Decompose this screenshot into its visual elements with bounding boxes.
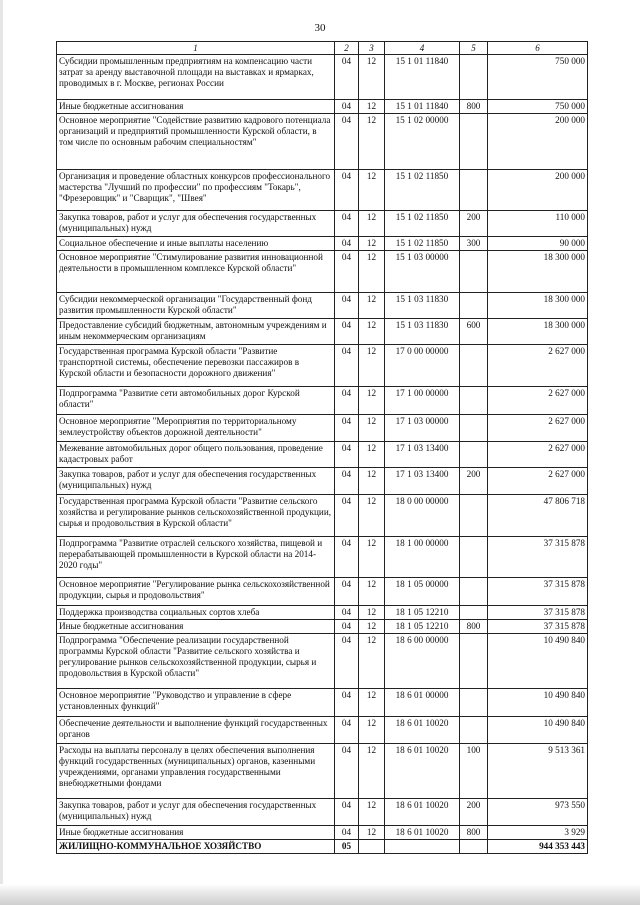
table-row — [57, 799, 588, 826]
cell-name: Закупка товаров, работ и услуг для обеспечения государственных (муниципальных) нужд — [57, 799, 335, 826]
table-row — [57, 826, 588, 840]
cell-section: 04 — [335, 578, 359, 606]
cell-expense-type — [460, 251, 488, 293]
cell-expense-type: 200 — [460, 468, 488, 495]
cell-section: 04 — [335, 620, 359, 634]
cell-amount: 2 627 000 — [488, 387, 588, 415]
column-header-section: 2 — [335, 42, 359, 55]
cell-section: 05 — [335, 840, 359, 854]
cell-target-article: 18 6 01 10020 — [385, 799, 460, 826]
cell-subsection: 12 — [359, 537, 385, 578]
cell-name: Поддержка производства социальных сортов хлеба — [57, 606, 335, 620]
column-header-expense-type: 5 — [460, 42, 488, 55]
cell-name: Основное мероприятие "Стимулирование развития инновационной деятельности в промышленном комплексе Курской области" — [57, 251, 335, 293]
cell-subsection: 12 — [359, 415, 385, 442]
cell-target-article: 17 1 03 13400 — [385, 468, 460, 495]
cell-amount: 37 315 878 — [488, 620, 588, 634]
cell-section: 04 — [335, 55, 359, 100]
cell-subsection: 12 — [359, 114, 385, 170]
cell-subsection: 12 — [359, 100, 385, 114]
cell-expense-type: 800 — [460, 826, 488, 840]
scan-bottom-edge — [0, 884, 640, 905]
cell-target-article: 18 6 01 10020 — [385, 744, 460, 799]
cell-amount: 2 627 000 — [488, 345, 588, 387]
table-row — [57, 840, 588, 854]
cell-section: 04 — [335, 442, 359, 468]
cell-amount: 750 000 — [488, 100, 588, 114]
cell-target-article: 15 1 01 11840 — [385, 55, 460, 100]
cell-expense-type — [460, 689, 488, 717]
cell-target-article: 18 6 01 10020 — [385, 717, 460, 744]
cell-name: Социальное обеспечение и иные выплаты населению — [57, 237, 335, 251]
cell-name: Основное мероприятие "Регулирование рынка сельскохозяйственной продукции, сырья и продовольствия" — [57, 578, 335, 606]
cell-amount: 37 315 878 — [488, 537, 588, 578]
cell-section: 04 — [335, 744, 359, 799]
cell-section: 04 — [335, 415, 359, 442]
scan-left-shadow — [0, 0, 3, 905]
cell-target-article: 15 1 02 11850 — [385, 211, 460, 237]
cell-name: Закупка товаров, работ и услуг для обеспечения государственных (муниципальных) нужд — [57, 211, 335, 237]
cell-amount: 3 929 — [488, 826, 588, 840]
table-row — [57, 495, 588, 537]
cell-amount: 2 627 000 — [488, 442, 588, 468]
cell-subsection: 12 — [359, 634, 385, 689]
cell-target-article: 18 1 05 00000 — [385, 578, 460, 606]
cell-amount: 47 806 718 — [488, 495, 588, 537]
table-row — [57, 237, 588, 251]
cell-name: Государственная программа Курской области "Развитие транспортной системы, обеспечение перевозки пассажиров в Курской области и безопасности дорожного движения" — [57, 345, 335, 387]
table-row — [57, 606, 588, 620]
cell-target-article: 15 1 03 11830 — [385, 319, 460, 345]
cell-expense-type — [460, 55, 488, 100]
cell-subsection: 12 — [359, 170, 385, 211]
cell-amount: 37 315 878 — [488, 578, 588, 606]
cell-amount: 750 000 — [488, 55, 588, 100]
cell-amount: 18 300 000 — [488, 251, 588, 293]
cell-expense-type: 100 — [460, 744, 488, 799]
cell-subsection: 12 — [359, 606, 385, 620]
cell-name: ЖИЛИЩНО-КОММУНАЛЬНОЕ ХОЗЯЙСТВО — [57, 840, 335, 854]
cell-expense-type — [460, 717, 488, 744]
cell-subsection: 12 — [359, 387, 385, 415]
cell-section: 04 — [335, 211, 359, 237]
cell-expense-type — [460, 606, 488, 620]
cell-section: 04 — [335, 170, 359, 211]
cell-subsection: 12 — [359, 345, 385, 387]
cell-subsection: 12 — [359, 237, 385, 251]
table-row — [57, 537, 588, 578]
cell-name: Предоставление субсидий бюджетным, автономным учреждениям и иным некоммерческим организациям — [57, 319, 335, 345]
column-header-amount: 6 — [488, 42, 588, 55]
cell-section: 04 — [335, 537, 359, 578]
cell-amount: 10 490 840 — [488, 634, 588, 689]
table-row — [57, 415, 588, 442]
table-row — [57, 717, 588, 744]
cell-target-article: 18 6 00 00000 — [385, 634, 460, 689]
cell-section: 04 — [335, 689, 359, 717]
cell-subsection: 12 — [359, 689, 385, 717]
column-header-name: 1 — [57, 42, 335, 55]
header-row — [57, 42, 588, 55]
cell-name: Субсидии некоммерческой организации "Государственный фонд развития промышленности Курской области" — [57, 293, 335, 319]
cell-expense-type: 800 — [460, 100, 488, 114]
cell-amount: 2 627 000 — [488, 415, 588, 442]
cell-target-article: 18 1 05 12210 — [385, 620, 460, 634]
cell-section: 04 — [335, 114, 359, 170]
cell-section: 04 — [335, 468, 359, 495]
cell-target-article: 17 1 00 00000 — [385, 387, 460, 415]
cell-name: Подпрограмма "Обеспечение реализации государственной программы Курской области "Развитие сельского хозяйства и регулирование рынков сельскохозяйственной продукции, сырья и продовольствия в Курской области" — [57, 634, 335, 689]
cell-subsection: 12 — [359, 799, 385, 826]
cell-amount: 9 513 361 — [488, 744, 588, 799]
cell-name: Государственная программа Курской области "Развитие сельского хозяйства и регулирование рынков сельскохозяйственной продукции, сырья и продовольствия в Курской области" — [57, 495, 335, 537]
cell-amount: 200 000 — [488, 114, 588, 170]
cell-amount: 110 000 — [488, 211, 588, 237]
cell-section: 04 — [335, 387, 359, 415]
cell-target-article: 15 1 01 11840 — [385, 100, 460, 114]
cell-expense-type — [460, 293, 488, 319]
budget-table — [56, 41, 588, 854]
cell-target-article: 15 1 02 11850 — [385, 237, 460, 251]
cell-target-article: 17 0 00 00000 — [385, 345, 460, 387]
cell-amount: 37 315 878 — [488, 606, 588, 620]
cell-expense-type — [460, 537, 488, 578]
cell-target-article: 15 1 02 11850 — [385, 170, 460, 211]
cell-amount: 10 490 840 — [488, 717, 588, 744]
cell-expense-type — [460, 442, 488, 468]
cell-section: 04 — [335, 237, 359, 251]
page-number: 30 — [314, 22, 326, 34]
cell-expense-type: 200 — [460, 799, 488, 826]
cell-expense-type — [460, 840, 488, 854]
cell-name: Иные бюджетные ассигнования — [57, 620, 335, 634]
cell-subsection: 12 — [359, 620, 385, 634]
cell-expense-type — [460, 634, 488, 689]
cell-name: Подпрограмма "Развитие сети автомобильных дорог Курской области" — [57, 387, 335, 415]
cell-expense-type — [460, 345, 488, 387]
table-row — [57, 620, 588, 634]
cell-target-article: 15 1 03 00000 — [385, 251, 460, 293]
cell-subsection: 12 — [359, 293, 385, 319]
cell-section: 04 — [335, 293, 359, 319]
cell-amount: 10 490 840 — [488, 689, 588, 717]
cell-target-article: 18 1 05 12210 — [385, 606, 460, 620]
table-row — [57, 744, 588, 799]
table-body — [57, 55, 588, 854]
cell-section: 04 — [335, 251, 359, 293]
cell-section: 04 — [335, 606, 359, 620]
cell-subsection: 12 — [359, 468, 385, 495]
cell-subsection: 12 — [359, 251, 385, 293]
table-row — [57, 689, 588, 717]
cell-name: Иные бюджетные ассигнования — [57, 100, 335, 114]
cell-amount: 944 353 443 — [488, 840, 588, 854]
cell-target-article: 17 1 03 00000 — [385, 415, 460, 442]
cell-target-article: 15 1 02 00000 — [385, 114, 460, 170]
table-row — [57, 345, 588, 387]
cell-name: Основное мероприятие "Содействие развитию кадрового потенциала организаций и предприятий промышленности Курской области, в том числе по основным рабочим специальностям" — [57, 114, 335, 170]
table-row — [57, 387, 588, 415]
cell-expense-type: 200 — [460, 211, 488, 237]
cell-subsection — [359, 840, 385, 854]
cell-expense-type — [460, 387, 488, 415]
table-row — [57, 468, 588, 495]
cell-section: 04 — [335, 799, 359, 826]
cell-subsection: 12 — [359, 578, 385, 606]
cell-section: 04 — [335, 826, 359, 840]
cell-expense-type — [460, 170, 488, 211]
cell-section: 04 — [335, 319, 359, 345]
cell-subsection: 12 — [359, 319, 385, 345]
cell-amount: 18 300 000 — [488, 319, 588, 345]
cell-subsection: 12 — [359, 495, 385, 537]
cell-expense-type — [460, 114, 488, 170]
cell-name: Подпрограмма "Развитие отраслей сельского хозяйства, пищевой и перерабатывающей промышленности в Курской области на 2014-2020 годы" — [57, 537, 335, 578]
cell-target-article: 18 6 01 00000 — [385, 689, 460, 717]
cell-expense-type — [460, 578, 488, 606]
table-row — [57, 211, 588, 237]
cell-section: 04 — [335, 345, 359, 387]
cell-section: 04 — [335, 495, 359, 537]
cell-name: Межевание автомобильных дорог общего пользования, проведение кадастровых работ — [57, 442, 335, 468]
cell-target-article: 18 1 00 00000 — [385, 537, 460, 578]
table-row — [57, 578, 588, 606]
cell-name: Организация и проведение областных конкурсов профессионального мастерства "Лучший по профессии" по профессиям "Токарь", "Фрезеровщик" и "Сварщик", "Швея" — [57, 170, 335, 211]
cell-amount: 973 550 — [488, 799, 588, 826]
table-row — [57, 170, 588, 211]
cell-name: Обеспечение деятельности и выполнение функций государственных органов — [57, 717, 335, 744]
cell-amount: 90 000 — [488, 237, 588, 251]
cell-subsection: 12 — [359, 55, 385, 100]
table-row — [57, 442, 588, 468]
cell-target-article: 17 1 03 13400 — [385, 442, 460, 468]
cell-subsection: 12 — [359, 744, 385, 799]
cell-section: 04 — [335, 100, 359, 114]
table-row — [57, 634, 588, 689]
cell-expense-type: 600 — [460, 319, 488, 345]
cell-target-article — [385, 840, 460, 854]
cell-name: Основное мероприятие "Руководство и управление в сфере установленных функций" — [57, 689, 335, 717]
cell-amount: 200 000 — [488, 170, 588, 211]
cell-name: Субсидии промышленным предприятиям на компенсацию части затрат за аренду выставочной площади на выставках и ярмарках, проводимых в г. Москве, регионах России — [57, 55, 335, 100]
table-row — [57, 293, 588, 319]
cell-section: 04 — [335, 717, 359, 744]
cell-name: Закупка товаров, работ и услуг для обеспечения государственных (муниципальных) нужд — [57, 468, 335, 495]
cell-expense-type: 300 — [460, 237, 488, 251]
cell-subsection: 12 — [359, 442, 385, 468]
cell-expense-type — [460, 415, 488, 442]
cell-subsection: 12 — [359, 211, 385, 237]
cell-expense-type: 800 — [460, 620, 488, 634]
table-row — [57, 319, 588, 345]
table-row — [57, 100, 588, 114]
cell-target-article: 15 1 03 11830 — [385, 293, 460, 319]
column-header-target-article: 4 — [385, 42, 460, 55]
table-row — [57, 114, 588, 170]
cell-section: 04 — [335, 634, 359, 689]
cell-subsection: 12 — [359, 826, 385, 840]
cell-amount: 18 300 000 — [488, 293, 588, 319]
cell-name: Основное мероприятие "Мероприятия по территориальному землеустройству объектов дорожной деятельности" — [57, 415, 335, 442]
cell-name: Расходы на выплаты персоналу в целях обеспечения выполнения функций государственных (муниципальных) органов, казенными учреждениями, органами управления государственными внебюджетными фондами — [57, 744, 335, 799]
cell-target-article: 18 0 00 00000 — [385, 495, 460, 537]
table-row — [57, 251, 588, 293]
column-header-subsection: 3 — [359, 42, 385, 55]
cell-expense-type — [460, 495, 488, 537]
cell-amount: 2 627 000 — [488, 468, 588, 495]
cell-target-article: 18 6 01 10020 — [385, 826, 460, 840]
cell-subsection: 12 — [359, 717, 385, 744]
cell-name: Иные бюджетные ассигнования — [57, 826, 335, 840]
table-row — [57, 55, 588, 100]
